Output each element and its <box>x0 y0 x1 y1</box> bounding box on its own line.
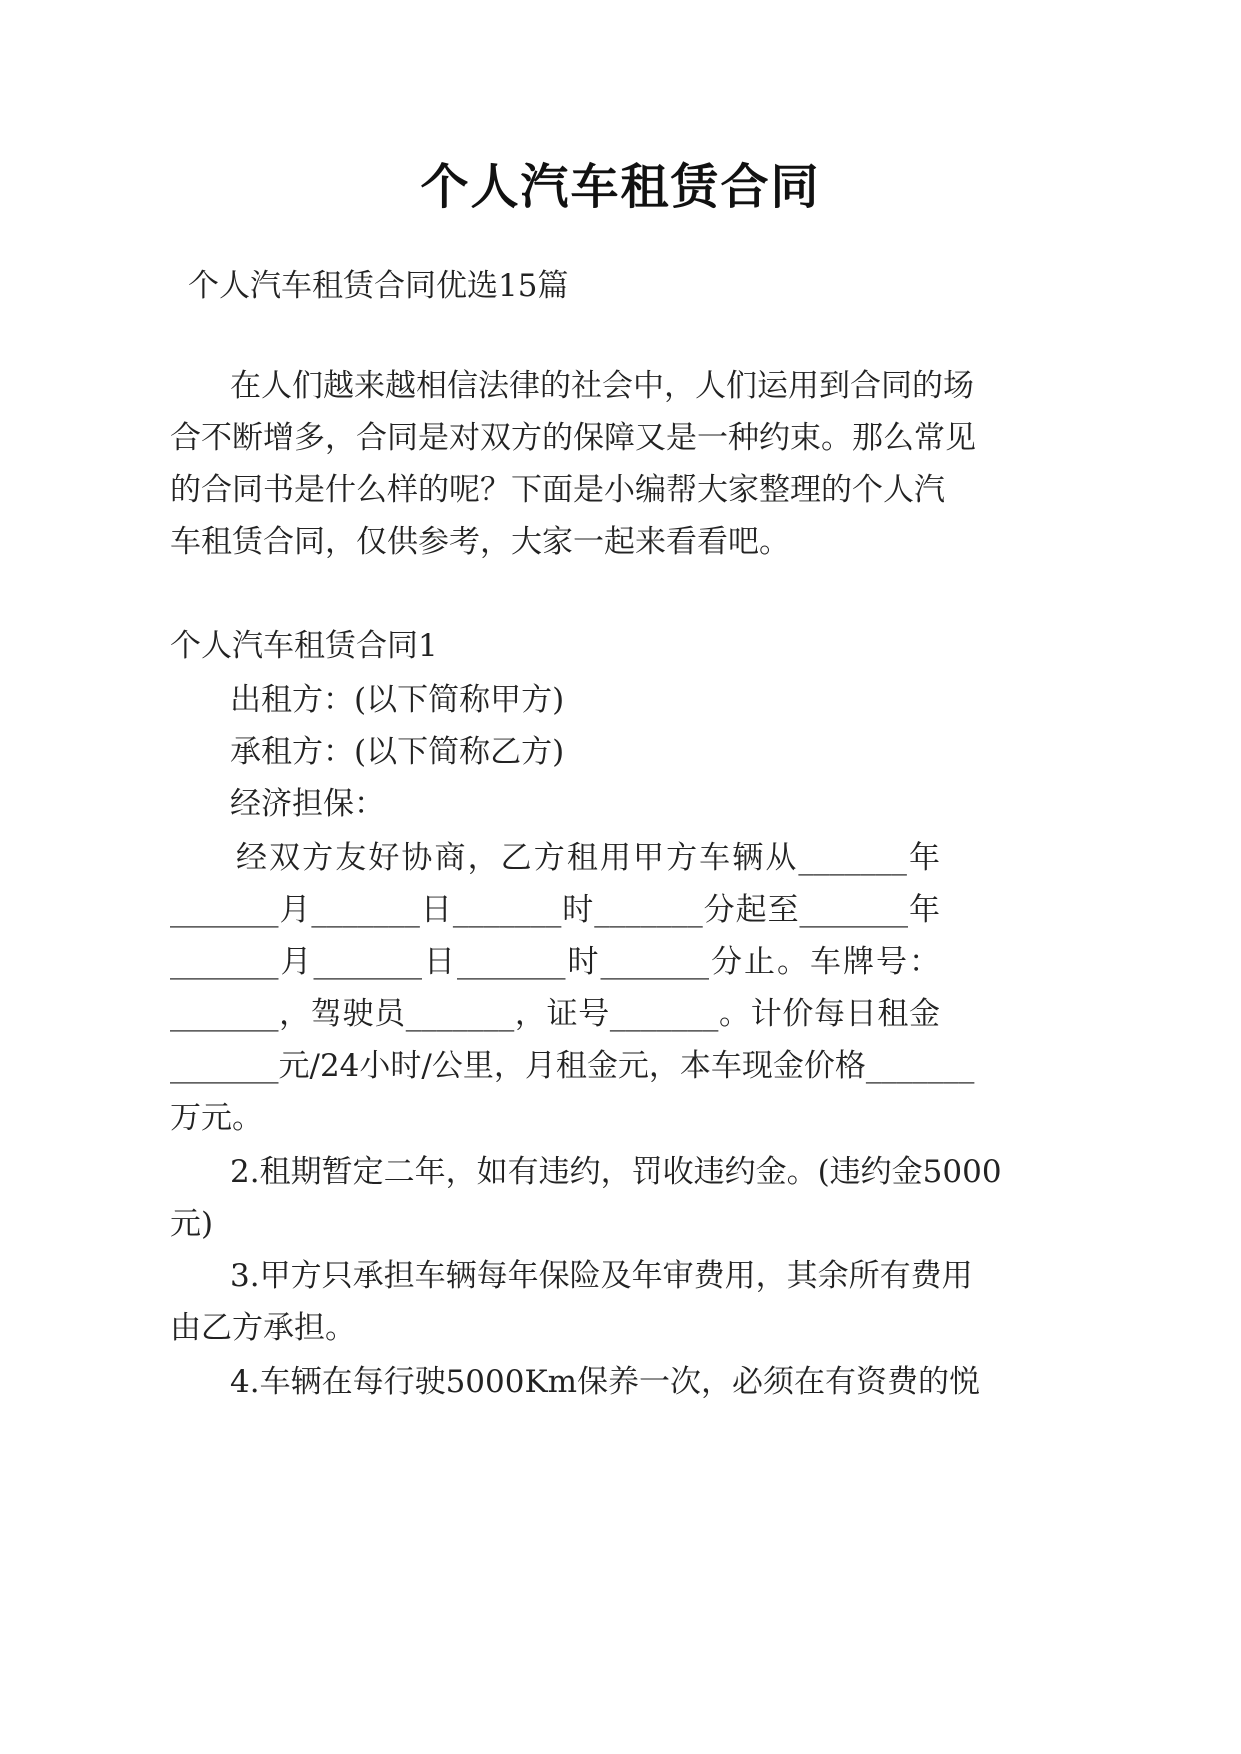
intro-line-2: 合不断增多，合同是对双方的保障又是一种约束。那么常见 <box>170 420 976 456</box>
document-subtitle: 个人汽车租赁合同优选15篇 <box>188 268 569 304</box>
party-lessor: 出租方：(以下简称甲方) <box>230 682 565 718</box>
clause1-line-6: 万元。 <box>170 1100 263 1136</box>
clause2-line-2: 元) <box>170 1206 214 1242</box>
clause3-line-1: 3.甲方只承担车辆每年保险及年审费用，其余所有费用 <box>230 1258 973 1294</box>
clause1-line-4: _______，驾驶员_______，证号_______。计价每日租金 <box>170 996 940 1032</box>
section-heading: 个人汽车租赁合同1 <box>170 628 438 664</box>
clause3-line-2: 由乙方承担。 <box>170 1310 356 1346</box>
document-title: 个人汽车租赁合同 <box>420 159 821 215</box>
clause1-line-3: _______月_______日_______时_______分止。车牌号： <box>170 944 940 980</box>
clause1-line-2: _______月_______日_______时_______分起至_______年 <box>170 892 940 928</box>
clause2-line-1: 2.租期暂定二年，如有违约，罚收违约金。(违约金5000 <box>230 1154 1002 1190</box>
intro-line-1: 在人们越来越相信法律的社会中，人们运用到合同的场 <box>230 368 974 404</box>
intro-line-4: 车租赁合同，仅供参考，大家一起来看看吧。 <box>170 524 790 560</box>
clause4-line-1: 4.车辆在每行驶5000Km保养一次，必须在有资费的悦 <box>230 1364 981 1400</box>
clause1-line-1: 经双方友好协商，乙方租用甲方车辆从_______年 <box>236 840 940 876</box>
party-lessee: 承租方：(以下简称乙方) <box>230 734 565 770</box>
party-guarantee: 经济担保： <box>230 786 385 822</box>
intro-line-3: 的合同书是什么样的呢？下面是小编帮大家整理的个人汽 <box>170 472 945 508</box>
clause1-line-5: _______元/24小时/公里，月租金元，本车现金价格_______ <box>170 1048 975 1084</box>
